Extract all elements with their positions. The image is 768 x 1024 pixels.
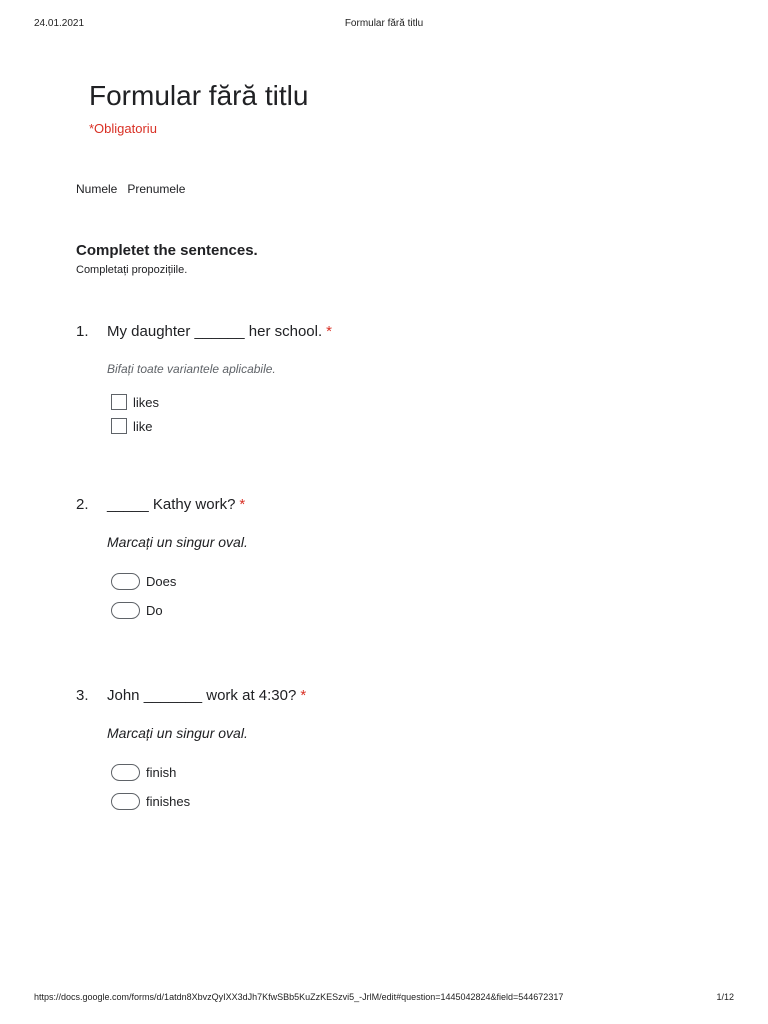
form-title: Formular fără titlu xyxy=(89,80,309,111)
radio-oval[interactable] xyxy=(111,573,140,590)
name-field-label: Numele Prenumele xyxy=(76,182,186,196)
option-like[interactable] xyxy=(111,416,153,436)
question-number: 3. xyxy=(76,687,89,704)
question-hint: Marcați un singur oval. xyxy=(107,534,248,550)
radio-oval[interactable] xyxy=(111,602,140,619)
question-text xyxy=(107,687,306,704)
checkbox[interactable] xyxy=(111,394,127,410)
question-hint: Bifați toate variantele aplicabile. xyxy=(107,362,276,376)
option-does[interactable] xyxy=(111,571,176,591)
option-finishes[interactable] xyxy=(111,791,190,811)
option-label: like xyxy=(133,418,153,434)
question-text xyxy=(107,496,245,513)
question-number: 2. xyxy=(76,496,89,513)
option-likes[interactable] xyxy=(111,392,159,412)
required-asterisk: * xyxy=(326,323,332,340)
print-date: 24.01.2021 xyxy=(34,18,85,29)
checkbox[interactable] xyxy=(111,418,127,434)
radio-oval[interactable] xyxy=(111,793,140,810)
print-url: https://docs.google.com/forms/d/1atdn8XbvzQyIXX3dJh7KfwSBb5KuZzKESzvi5_-JrlM/edit#question=1445042824&field=544672317 xyxy=(34,992,564,1002)
option-label: Does xyxy=(146,573,177,589)
question-text xyxy=(107,323,332,340)
print-doc-title: Formular fără titlu xyxy=(344,18,424,29)
page-number: 1/12 xyxy=(716,992,734,1002)
question-text-body: My daughter ______ her school. xyxy=(107,323,323,340)
option-label: finishes xyxy=(146,793,191,809)
option-do[interactable] xyxy=(111,600,163,620)
section-title: Completet the sentences. xyxy=(76,242,258,259)
option-finish[interactable] xyxy=(111,762,176,782)
question-hint: Marcați un singur oval. xyxy=(107,725,248,741)
question-text-body: John _______ work at 4:30? xyxy=(107,687,297,704)
required-asterisk: * xyxy=(239,496,246,513)
question-number: 1. xyxy=(76,323,89,340)
required-asterisk: * xyxy=(300,687,307,704)
question-text-body: _____ Kathy work? xyxy=(107,496,236,513)
option-label: finish xyxy=(146,764,177,780)
radio-oval[interactable] xyxy=(111,764,140,781)
section-description: Completați propozițiile. xyxy=(76,264,188,276)
option-label: Do xyxy=(146,602,163,618)
option-label: likes xyxy=(133,394,160,410)
required-note: *Obligatoriu xyxy=(89,121,157,136)
